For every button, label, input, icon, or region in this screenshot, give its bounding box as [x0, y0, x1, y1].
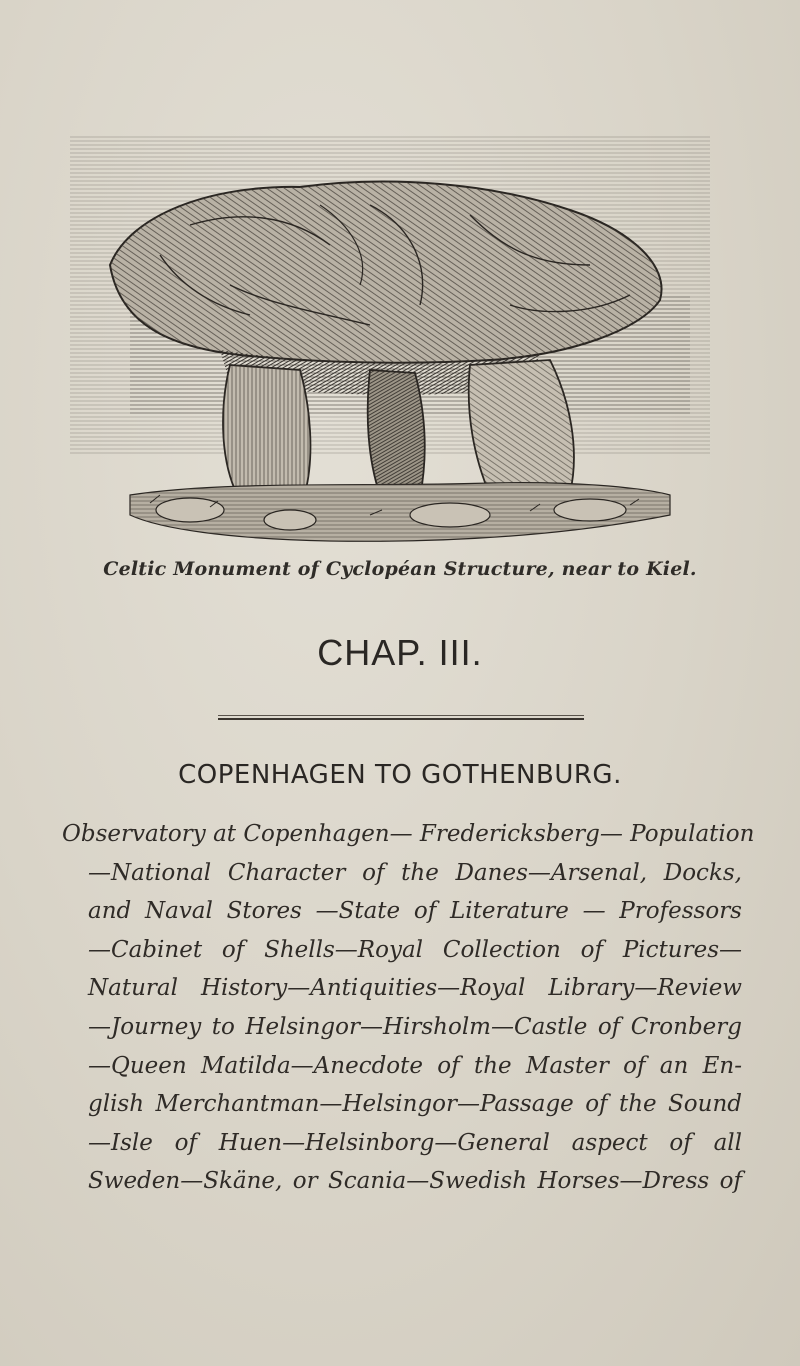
chapter-synopsis [62, 815, 755, 1201]
synopsis-line: —Queen Matilda—Anecdote of the Master of an En- [88, 1052, 742, 1079]
chapter-number: CHAP. III. [317, 632, 483, 673]
synopsis-line: Observatory at Copenhagen— Fredericksberg— Population [62, 821, 755, 847]
synopsis-line: and Naval Stores —State of Literature — Professors [88, 898, 742, 925]
synopsis-line: —Isle of Huen—Helsinborg—General aspect of all [88, 1129, 742, 1156]
chapter-title: COPENHAGEN TO GOTHENBURG. [178, 760, 622, 790]
synopsis-line: —National Character of the Danes—Arsenal, Docks, [88, 859, 742, 886]
dolmen-illustration [70, 115, 710, 555]
plate-caption: Celtic Monument of Cyclopéan Structure, near to Kiel. [103, 558, 697, 580]
synopsis-line: —Cabinet of Shells—Royal Collection of Pictures— [88, 936, 742, 963]
synopsis-line: glish Merchantman—Helsingor—Passage of the Sound [88, 1091, 742, 1118]
synopsis-line: —Journey to Helsingor—Hirsholm—Castle of Cronberg [88, 1013, 742, 1040]
synopsis-line: Sweden—Skäne, or Scania—Swedish Horses—Dress of [88, 1168, 742, 1195]
chapter-rule [218, 715, 584, 721]
rule-thick-line [218, 718, 584, 720]
synopsis-line: Natural History—Antiquities—Royal Library—Review [88, 975, 742, 1002]
rule-thin-line [218, 715, 584, 716]
